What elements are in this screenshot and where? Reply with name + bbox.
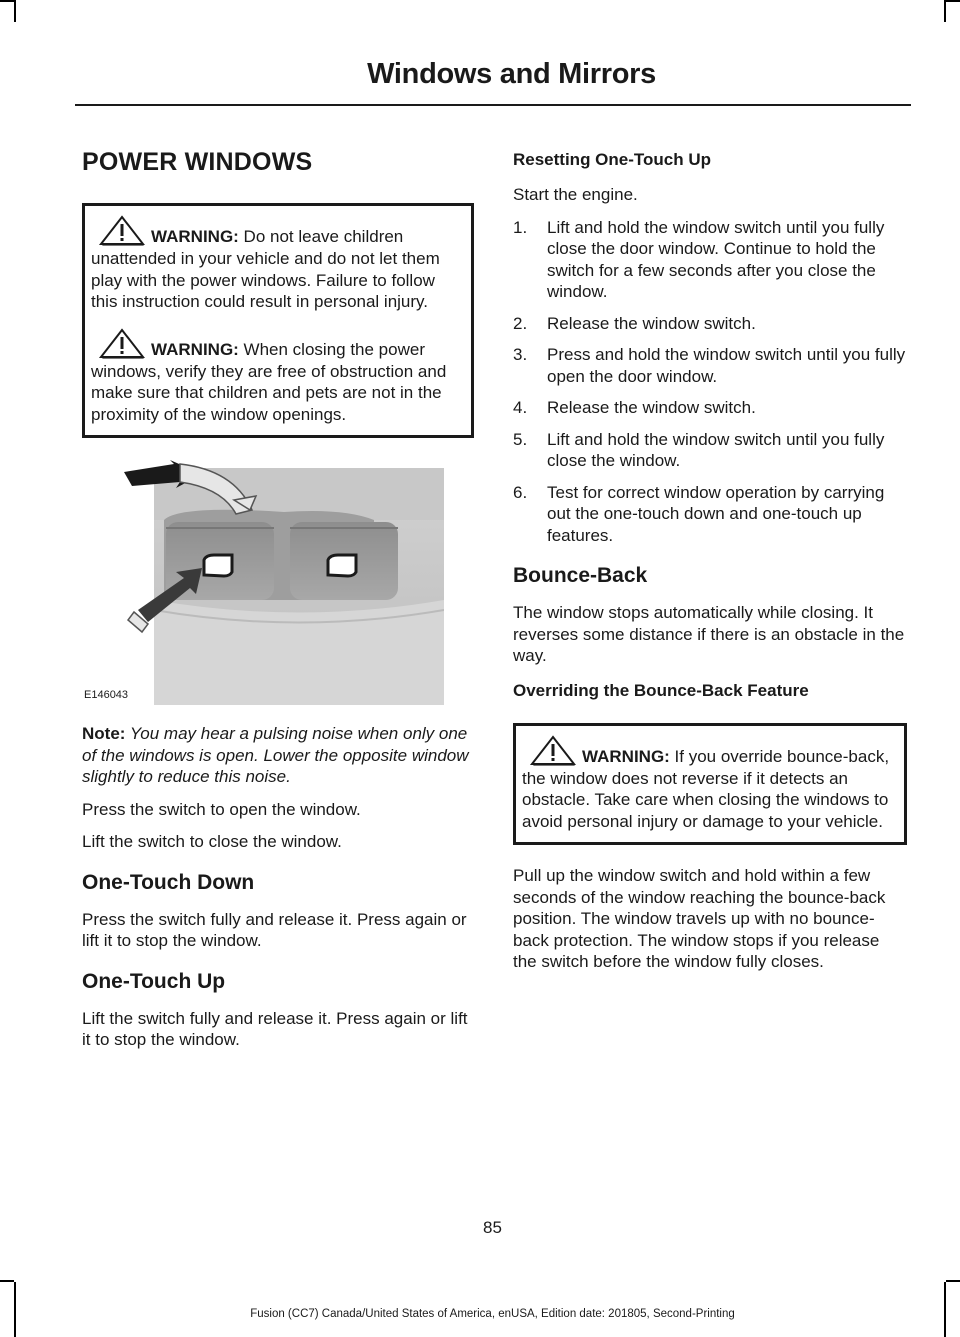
body-paragraph: Press the switch to open the window. xyxy=(82,799,361,819)
step-number: 4. xyxy=(513,398,528,417)
list-item xyxy=(513,344,907,387)
step-text: Press and hold the window switch until you fully open the door window. xyxy=(547,345,906,386)
warning-label: WARNING: xyxy=(582,746,670,766)
warning-text: If you override bounce-back, the window does not reverse if it detects an obstacle. Take care when closing the windows to avoid personal injury or damage to your vehicle. xyxy=(522,746,890,831)
left-column xyxy=(82,140,474,1062)
step-text: Lift and hold the window switch until you fully close the window. xyxy=(547,429,885,470)
warning-paragraph xyxy=(522,734,896,833)
warning-label: WARNING: xyxy=(151,339,239,359)
page-number: 85 xyxy=(483,1218,502,1237)
crop-mark xyxy=(944,0,946,22)
crop-mark xyxy=(946,1280,960,1282)
step-number: 5. xyxy=(513,429,528,449)
list-item xyxy=(513,482,907,547)
header-rule xyxy=(75,104,911,106)
warning-label: WARNING: xyxy=(151,227,239,246)
window-switch-illustration xyxy=(84,460,444,705)
body-paragraph: The window stops automatically while closing. It reverses some distance if there is an obstacle in the way. xyxy=(513,603,905,665)
crop-mark xyxy=(946,0,960,2)
step-number: 2. xyxy=(513,313,528,333)
subsection-title: Overriding the Bounce-Back Feature xyxy=(513,680,809,700)
section-title: POWER WINDOWS xyxy=(82,148,313,176)
warning-box xyxy=(82,203,474,438)
warning-triangle-icon xyxy=(91,214,145,248)
step-text: Release the window switch. xyxy=(547,313,756,333)
step-number: 3. xyxy=(513,345,528,364)
window-switch-drawing xyxy=(84,460,444,705)
warning-triangle-icon xyxy=(522,734,576,768)
body-paragraph: Start the engine. xyxy=(513,185,638,204)
list-item xyxy=(513,217,907,303)
warning-paragraph xyxy=(91,327,463,426)
right-column xyxy=(513,140,907,984)
step-text: Lift and hold the window switch until you fully close the door window. Continue to hold the switch for a few seconds after you close the window. xyxy=(547,217,885,301)
list-item xyxy=(513,397,907,419)
body-paragraph: Lift the switch to close the window. xyxy=(82,832,342,851)
note-label: Note: xyxy=(82,724,126,743)
subsection-title: Bounce-Back xyxy=(513,564,648,587)
warning-paragraph xyxy=(91,214,463,313)
page-header-title: Windows and Mirrors xyxy=(367,58,656,90)
list-item xyxy=(513,313,907,335)
body-paragraph: Lift the switch fully and release it. Press again or lift it to stop the window. xyxy=(82,1008,468,1049)
warning-text: When closing the power windows, verify they are free of obstruction and make sure that children and pets are not in the proximity of the window openings. xyxy=(91,339,447,424)
page-footer: Fusion (CC7) Canada/United States of America, enUSA, Edition date: 201805, Second-Printing xyxy=(250,1308,735,1320)
subsection-title: One-Touch Up xyxy=(82,969,226,993)
crop-mark xyxy=(0,1280,14,1282)
crop-mark xyxy=(14,0,16,22)
body-paragraph: Pull up the window switch and hold within a few seconds of the window reaching the bounce-back position. The window travels up with no bounce-back protection. The window stops if you release the switch before the window fully closes. xyxy=(513,866,886,971)
crop-mark xyxy=(0,0,14,2)
figure-code: E146043 xyxy=(84,689,129,701)
list-item xyxy=(513,429,907,472)
note-paragraph xyxy=(82,723,474,788)
warning-text: Do not leave children unattended in your vehicle and do not let them play with the power windows. Failure to follow this instruction could result in personal injury. xyxy=(91,227,440,311)
step-text: Test for correct window operation by carrying out the one-touch down and one-touch up features. xyxy=(547,482,885,545)
note-text: You may hear a pulsing noise when only one of the windows is open. Lower the opposite window slightly to reduce this noise. xyxy=(82,724,469,786)
steps-list xyxy=(513,217,907,547)
warning-box xyxy=(513,723,907,846)
subsection-title: Resetting One-Touch Up xyxy=(513,150,712,169)
subsection-title: One-Touch Down xyxy=(82,870,255,894)
warning-triangle-icon xyxy=(91,327,145,361)
body-paragraph: Press the switch fully and release it. Press again or lift it to stop the window. xyxy=(82,909,467,950)
step-number: 6. xyxy=(513,482,528,502)
step-number: 1. xyxy=(513,217,528,237)
step-text: Release the window switch. xyxy=(547,398,756,417)
